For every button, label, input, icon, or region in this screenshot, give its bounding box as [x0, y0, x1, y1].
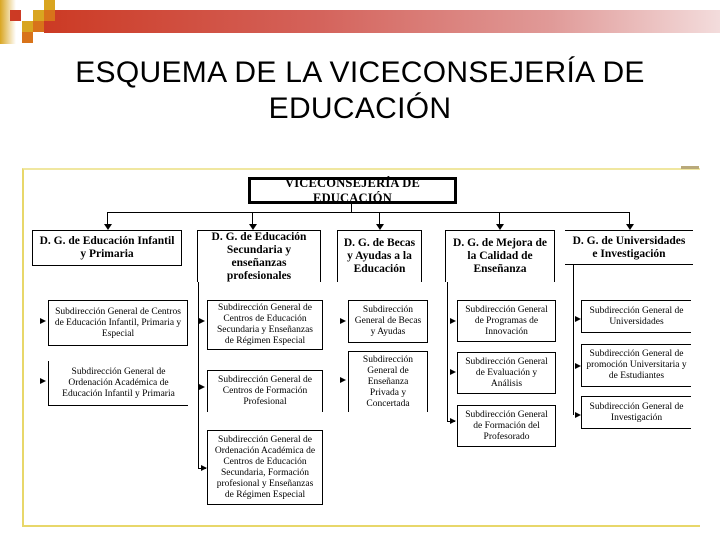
deco-gold-strip [0, 0, 16, 44]
arrow-right-icon [575, 363, 581, 369]
arrow-right-icon [40, 318, 46, 324]
sub-becas-ayudas [348, 300, 428, 343]
deco-square-orange [44, 10, 55, 21]
sub-programas-innovacion [457, 300, 556, 342]
sub-label: Subdirección General de promoción Universitaria y de Estudiantes [586, 349, 687, 381]
arrow-right-icon [201, 465, 207, 471]
sub-ordenacion-secundaria [207, 430, 323, 505]
arrow-right-icon [40, 378, 46, 384]
sub-label: Subdirección General de Enseñanza Privada y Concertada [362, 354, 414, 409]
sub-promocion-universitaria [581, 344, 691, 387]
arrow-right-icon [450, 418, 456, 424]
sub-centros-infantil-primaria [48, 300, 188, 346]
sub-label: Subdirección General de Ordenación Académica de Educación Infantil y Primaria [62, 366, 175, 399]
dg-educacion-secundaria [197, 230, 321, 282]
slide-title-line-1: ESQUEMA DE LA VICECONSEJERÍA DE [75, 56, 645, 89]
sub-ensenanza-privada [348, 351, 428, 412]
dg-educacion-infantil-primaria [32, 230, 182, 266]
arrow-right-icon [450, 369, 456, 375]
arrow-right-icon [340, 318, 346, 324]
sub-label: Subdirección General de Becas y Ayudas [354, 305, 422, 337]
deco-square-gold [33, 10, 44, 21]
sub-label: Subdirección General de Centros de Educación Secundaria y Enseñanzas de Régimen Especial [216, 303, 314, 346]
slide-title-line-2: EDUCACIÓN [268, 92, 452, 125]
sub-label: Subdirección General de Ordenación Académica de Centros de Educación Secundaria, Formación profesional y Enseñanzas de Régimen Especial [214, 434, 316, 500]
dg-label: D. G. de Mejora de la Calidad de Enseñanza [453, 237, 547, 275]
header-gradient-bar [44, 10, 720, 33]
dg-mejora-calidad [445, 230, 555, 282]
deco-square-red [10, 10, 21, 21]
col2-vertical-line [198, 282, 199, 469]
frame-corner-mark [681, 166, 699, 169]
sub-label: Subdirección General de Programas de Innovación [465, 304, 548, 337]
sub-centros-secundaria [207, 300, 323, 350]
deco-square-orange [33, 21, 44, 32]
sub-label: Subdirección General de Universidades [589, 305, 684, 327]
sub-ordenacion-infantil-primaria [48, 361, 188, 406]
arrow-right-icon [199, 384, 205, 390]
dg-label: D. G. de Universidades e Investigación [572, 234, 686, 260]
sub-label: Subdirección General de Investigación [589, 401, 684, 423]
sub-label: Subdirección General de Formación del Profesorado [465, 409, 548, 442]
col4-vertical-line [447, 282, 448, 422]
sub-formacion-profesorado [457, 405, 556, 447]
root-node [248, 177, 457, 204]
level1-horizontal-line [107, 212, 630, 213]
root-node-label: VICECONSEJERÍA DE EDUCACIÓN [284, 175, 421, 205]
arrow-right-icon [340, 377, 346, 383]
arrow-right-icon [199, 318, 205, 324]
sub-label: Subdirección General de Centros de Formación Profesional [218, 375, 312, 407]
col5-vertical-line [573, 265, 574, 415]
dg-label: D. G. de Becas y Ayudas a la Educación [343, 237, 416, 275]
deco-square-gold [22, 21, 33, 32]
sub-investigacion [581, 396, 691, 429]
sub-universidades [581, 300, 691, 333]
arrow-right-icon [575, 316, 581, 322]
dg-universidades-investigacion [565, 230, 693, 265]
sub-evaluacion-analisis [457, 352, 556, 394]
sub-centros-formacion-profesional [207, 370, 323, 412]
deco-square-orange [22, 32, 33, 43]
sub-label: Subdirección General de Centros de Educación Infantil, Primaria y Especial [54, 306, 182, 339]
sub-label: Subdirección General de Evaluación y Análisis [465, 356, 548, 389]
dg-label: D. G. de Educación Secundaria y enseñanzas profesionales [211, 230, 307, 282]
arrow-right-icon [575, 412, 581, 418]
slide-title [30, 55, 690, 127]
arrow-right-icon [450, 318, 456, 324]
dg-becas-ayudas [337, 230, 422, 282]
dg-label: D. G. de Educación Infantil y Primaria [39, 235, 175, 260]
